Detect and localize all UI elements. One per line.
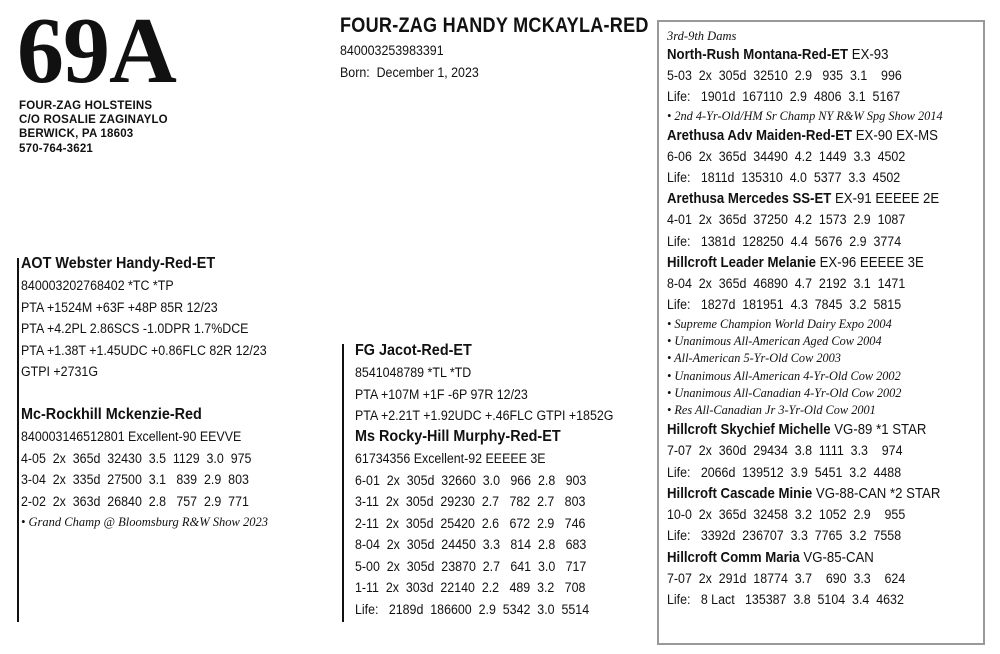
dam-6-life: Life: 1827d 181951 4.3 7845 3.2 5815 [667,297,902,313]
dam-6-note: • Supreme Champion World Dairy Expo 2004 [667,316,892,331]
mgd-line: 1-11 2x 303d 22140 2.2 489 3.2 708 [355,580,586,595]
pedigree-bracket-left [17,258,19,622]
animal-name: FOUR-ZAG HANDY MCKAYLA-RED [340,14,649,37]
mgs-name: FG Jacot-Red-ET [355,342,472,359]
dam-4-life: Life: 1811d 135310 4.0 5377 3.3 4502 [667,170,901,186]
dams-box-content [667,28,978,610]
dam-3-name: North-Rush Montana-Red-ET EX-93 [667,46,889,63]
dam-line: 2-02 2x 363d 26840 2.8 757 2.9 771 [21,493,249,509]
dam-7-record: 7-07 2x 360d 29434 3.8 1111 3.3 974 [667,443,903,459]
dam-3-note: • 2nd 4-Yr-Old/HM Sr Champ NY R&W Spg Show 2014 [667,108,943,123]
dam-6-note: • Unanimous All-American Aged Cow 2004 [667,333,882,348]
mgd-line: 6-01 2x 305d 32660 3.0 966 2.8 903 [355,472,587,488]
dam-block [21,404,271,532]
mgs-line: 8541048789 *TL *TD [355,365,472,380]
consignor-contact: C/O ROSALIE ZAGINAYLO [19,114,168,127]
mgd-line: 2-11 2x 305d 25420 2.6 672 2.9 746 [355,515,586,531]
dam-6-note: • Res All-Canadian Jr 3-Yr-Old Cow 2001 [667,403,876,418]
dam-4-record: 6-06 2x 365d 34490 4.2 1449 3.3 4502 [667,148,906,164]
dam-line: 840003146512801 Excellent-90 EEVVE [21,429,242,444]
consignor-block [19,99,168,156]
dam-9-record: 7-07 2x 291d 18774 3.7 690 3.3 624 [667,570,906,586]
dam-8-name: Hillcroft Cascade Minie VG-88-CAN *2 STAR [667,485,941,503]
dam-7-name: Hillcroft Skychief Michelle VG-89 *1 STAR [667,421,927,439]
lot-number: 69A [17,0,176,103]
dam-line: 3-04 2x 335d 27500 3.1 839 2.9 803 [21,472,249,487]
sire-block [21,253,288,383]
dam-9-life: Life: 8 Lact 135387 3.8 5104 3.4 4632 [667,591,904,607]
dams-box-heading: 3rd-9th Dams [667,29,737,43]
dam-5-record: 4-01 2x 365d 37250 4.2 1573 2.9 1087 [667,212,906,228]
mgd-line: 61734356 Excellent-92 EEEEE 3E [355,451,546,466]
sire-line: 840003202768402 *TC *TP [21,278,174,293]
dam-6-record: 8-04 2x 365d 46890 4.7 2192 3.1 1471 [667,276,906,292]
pedigree-bracket-middle [342,344,344,622]
consignor-address: BERWICK, PA 18603 [19,128,134,141]
dam-9-name: Hillcroft Comm Maria VG-85-CAN [667,548,874,566]
consignor-phone: 570-764-3621 [19,142,94,155]
mgd-line: 5-00 2x 305d 23870 2.7 641 3.0 717 [355,558,587,574]
sire-line: PTA +4.2PL 2.86SCS -1.0DPR 1.7%DCE [21,321,249,336]
dam-7-life: Life: 2066d 139512 3.9 5451 3.2 4488 [667,464,902,480]
mgd-name: Ms Rocky-Hill Murphy-Red-ET [355,428,561,445]
maternal-grandsire-block [355,340,636,427]
dam-6-note: • Unanimous All-American 4-Yr-Old Cow 2002 [667,368,901,383]
mgs-line: PTA +2.21T +1.92UDC +.46FLC GTPI +1852G [355,408,614,423]
dam-name: Mc-Rockhill Mckenzie-Red [21,406,202,423]
maternal-granddam-block [355,426,609,620]
dam-6-note: • Unanimous All-Canadian 4-Yr-Old Cow 2002 [667,385,902,400]
dam-line: 4-05 2x 365d 32430 3.5 1129 3.0 975 [21,450,252,466]
dam-4-name: Arethusa Adv Maiden-Red-ET EX-90 EX-MS [667,126,938,144]
sire-line: PTA +1.38T +1.45UDC +0.86FLC 82R 12/23 [21,342,267,358]
dams-box [657,20,985,645]
dam-3-life: Life: 1901d 167110 2.9 4806 3.1 5167 [667,89,901,105]
consignor-farm: FOUR-ZAG HOLSTEINS [19,100,153,112]
animal-born: Born: December 1, 2023 [340,64,479,80]
mgd-line: 3-11 2x 305d 29230 2.7 782 2.7 803 [355,494,586,509]
dam-3-record: 5-03 2x 305d 32510 2.9 935 3.1 996 [667,68,902,83]
animal-header [340,14,699,83]
dam-note: • Grand Champ @ Bloomsburg R&W Show 2023 [21,515,269,529]
sire-line: PTA +1524M +63F +48P 85R 12/23 [21,299,218,315]
sire-line: GTPI +2731G [21,364,98,379]
mgd-line: Life: 2189d 186600 2.9 5342 3.0 5514 [355,601,590,617]
dam-6-note: • All-American 5-Yr-Old Cow 2003 [667,351,841,366]
dam-5-life: Life: 1381d 128250 4.4 5676 2.9 3774 [667,233,902,249]
dam-6-name: Hillcroft Leader Melanie EX-96 EEEEE 3E [667,254,924,272]
animal-id: 840003253983391 [340,43,444,58]
mgd-line: 8-04 2x 305d 24450 3.3 814 2.8 683 [355,537,587,552]
dam-5-name: Arethusa Mercedes SS-ET EX-91 EEEEE 2E [667,190,940,208]
sire-name: AOT Webster Handy-Red-ET [21,255,216,272]
dam-8-record: 10-0 2x 365d 32458 3.2 1052 2.9 955 [667,507,906,523]
dam-8-life: Life: 3392d 236707 3.3 7765 3.2 7558 [667,528,902,544]
mgs-line: PTA +107M +1F -6P 97R 12/23 [355,386,528,402]
